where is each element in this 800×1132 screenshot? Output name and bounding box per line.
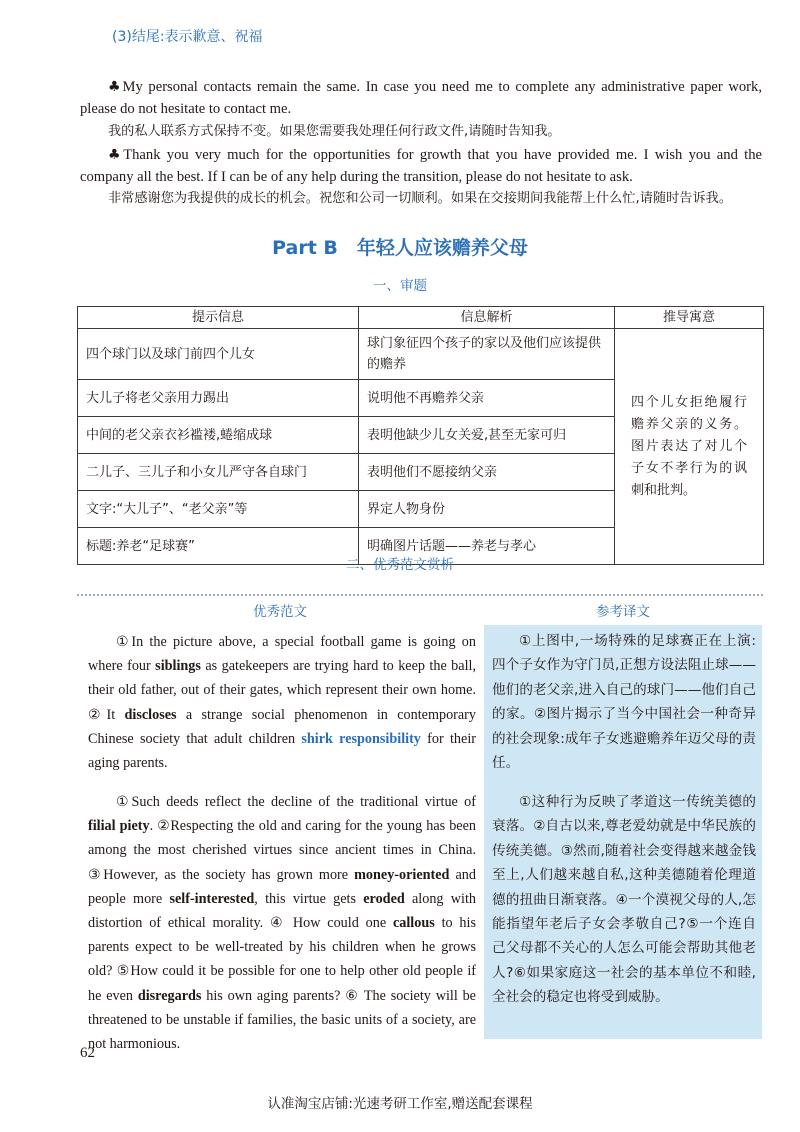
table-header: 信息解析 — [359, 307, 615, 329]
translation-paragraph-1: ①上图中,一场特殊的足球赛正在上演:四个子女作为守门员,正想方设法阻止球——他们的老父亲,进入自己的球门——他们自己的家。②图片揭示了当今中国社会一种奇异的社会现象:成年子女逃避赡养年迈父母的责任。 — [492, 633, 756, 772]
chinese-paragraph-2: 非常感谢您为我提供的成长的机会。祝您和公司一切顺利。如果在交接期间我能帮上什么忙,请随时告诉我。 — [108, 191, 733, 206]
table-cell: 表明他缺少儿女关爱,甚至无家可归 — [359, 417, 615, 454]
table-header: 提示信息 — [78, 307, 359, 329]
essay-text: his own aging parents? ⑥ The society will be threatened to be unstable if families, the basic units of a society, are not harmonious. — [88, 987, 476, 1053]
table-cell: 明确图片话题——养老与孝心 — [359, 528, 615, 565]
table-header-row — [78, 307, 764, 329]
table-row — [78, 329, 764, 380]
chinese-paragraph-1: 我的私人联系方式保持不变。如果您需要我处理任何行政文件,请随时告知我。 — [108, 124, 561, 139]
vocab-term: siblings — [155, 658, 201, 675]
essay-text: . ②Respecting the old and caring for the young has been among the most cherished virtues since ancient times in China. ③However, as the society has grown more — [88, 818, 476, 883]
essay-text: ①Such deeds reflect the decline of the traditional virtue of — [116, 794, 476, 810]
vocab-term: eroded — [363, 890, 405, 907]
table-header: 推导寓意 — [615, 307, 764, 329]
section-heading-ending: (3)结尾:表示歉意、祝福 — [112, 29, 263, 45]
dotted-divider — [77, 594, 763, 596]
vocab-term: disregards — [137, 987, 202, 1004]
essay-paragraph-2 — [88, 790, 476, 1056]
essay-text: and people more — [88, 866, 476, 907]
column-heading-translation: 参考译文 — [596, 604, 650, 620]
table-cell: 二儿子、三儿子和小女儿严守各自球门 — [78, 454, 359, 491]
analysis-table — [77, 306, 764, 565]
essay-text: to his parents expect to be well-treated by his children when he grows old? ⑤How could it be possible for one to help other old people if he even — [88, 915, 476, 1004]
club-icon: ♣ — [108, 79, 123, 95]
table-cell: 四个球门以及球门前四个儿女 — [78, 329, 359, 380]
table-cell: 文字:“大儿子”、“老父亲”等 — [78, 491, 359, 528]
vocab-term: callous — [392, 915, 435, 932]
page-number: 62 — [80, 1045, 95, 1061]
conclusion-cell: 四个儿女拒绝履行赡养父亲的义务。图片表达了对儿个子女不孝行为的讽刺和批判。 — [615, 329, 764, 565]
essay-text: along with distortion of ethical morality. ④ How could one — [88, 890, 476, 932]
essay-text: for their aging parents. — [88, 730, 476, 772]
essay-paragraph-1 — [88, 630, 476, 775]
vocab-term: money-oriented — [354, 866, 450, 883]
section-title-review: 一、审题 — [373, 278, 427, 294]
english-paragraph-1: ♣My personal contacts remain the same. In case you need me to complete any administrative paper work, please do not hesitate to contact me. — [80, 79, 762, 117]
table-cell: 表明他们不愿接纳父亲 — [359, 454, 615, 491]
vocab-term: filial piety — [88, 818, 150, 835]
table-cell: 界定人物身份 — [359, 491, 615, 528]
translation-paragraph-2: ①这种行为反映了孝道这一传统美德的衰落。②自古以来,尊老爱幼就是中华民族的传统美德。③然而,随着社会变得越来越金钱至上,人们越来越自私,这种美德随着伦理道德的扭曲日渐衰落。④一个漠视父母的人,怎能指望年老后子女会孝敬自己?⑤一个连自己父母都不关心的人怎么可能会帮助其他老人?⑥如果家庭这一社会的基本单位不和睦,全社会的稳定也将受到威胁。 — [492, 794, 756, 1006]
vocab-term: self-interested — [169, 890, 255, 907]
table-cell: 中间的老父亲衣衫褴褛,蜷缩成球 — [78, 417, 359, 454]
club-icon: ♣ — [108, 147, 124, 163]
part-b-title: Part B 年轻人应该赡养父母 — [272, 237, 528, 259]
table-cell: 大儿子将老父亲用力踢出 — [78, 380, 359, 417]
essay-text: a strange social phenomenon in contemporary Chinese society that adult children — [88, 706, 477, 747]
vocab-term: discloses — [124, 706, 177, 723]
section-title-sample-essay: 二、优秀范文赏析 — [346, 557, 454, 573]
table-cell: 标题:养老“足球赛” — [78, 528, 359, 565]
essay-text: ①In the picture above, a special football game is going on where four — [88, 634, 476, 675]
key-phrase: shirk responsibility — [301, 730, 421, 747]
column-heading-essay: 优秀范文 — [253, 604, 307, 620]
footer-note: 认准淘宝店铺:光速考研工作室,赠送配套课程 — [267, 1096, 533, 1112]
table-cell: 说明他不再赡养父亲 — [359, 380, 615, 417]
table-cell: 球门象征四个孩子的家以及他们应该提供的赡养 — [359, 329, 615, 380]
essay-text: , this virtue gets — [254, 890, 364, 907]
essay-text: as gatekeepers are trying hard to keep the ball, their old father, out of their gates, which represent their own home. ②It — [88, 658, 476, 723]
english-paragraph-2: ♣Thank you very much for the opportunities for growth that you have provided me. I wish you and the company all the best. If I can be of any help during the transition, please do not hesitate to ask. — [80, 147, 762, 185]
